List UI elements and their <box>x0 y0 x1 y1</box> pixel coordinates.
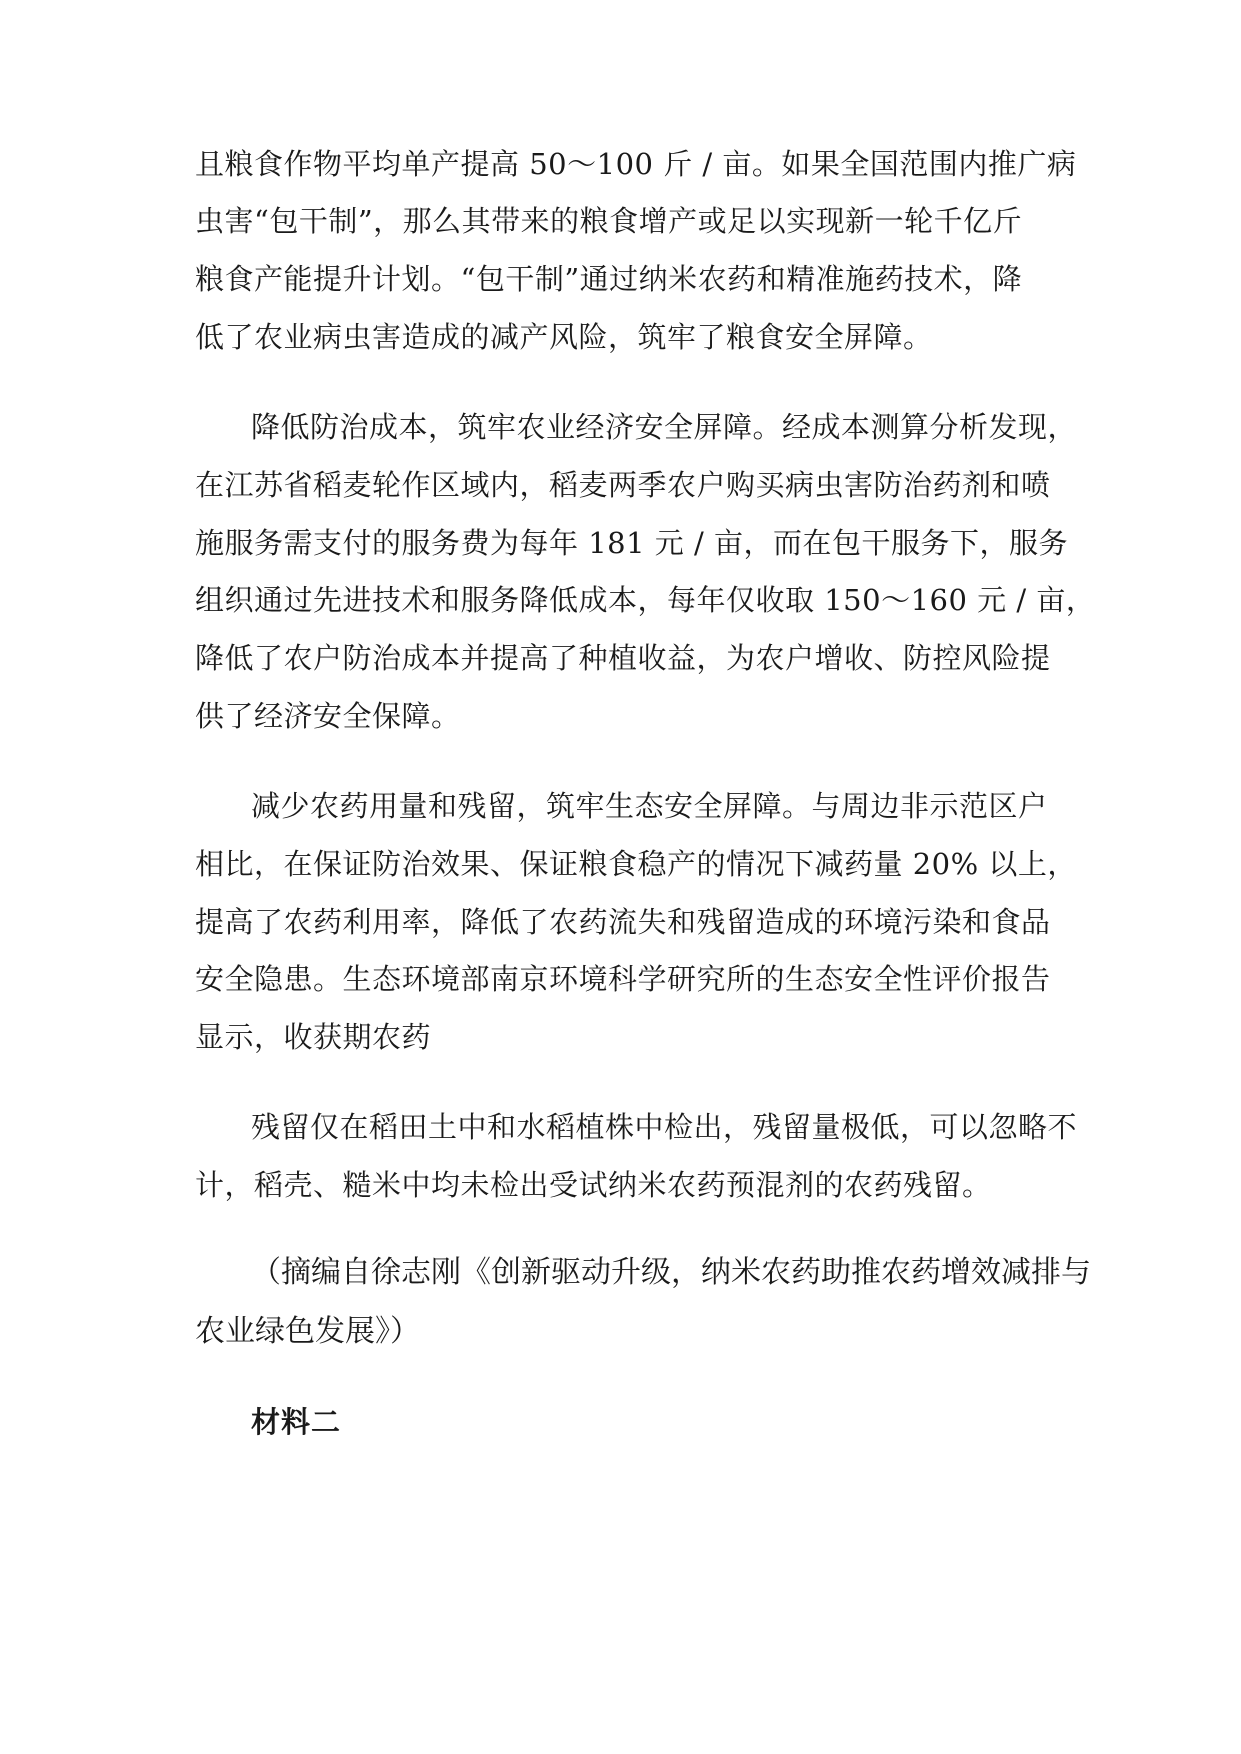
paragraph-line: 提高了农药利用率，降低了农药流失和残留造成的环境污染和食品 <box>195 905 1051 939</box>
paragraph-line: 降低了农户防治成本并提高了种植收益，为农户增收、防控风险提 <box>195 641 1051 675</box>
paragraph-line: 相比，在保证防治效果、保证粮食稳产的情况下减药量 20% 以上， <box>195 847 1077 881</box>
paragraph-line: 施服务需支付的服务费为每年 181 元 / 亩，而在包干服务下，服务 <box>195 526 1068 560</box>
citation-line: （摘编自徐志刚《创新驱动升级，纳米农药助推农药增效减排与 <box>251 1255 1091 1290</box>
paragraph-line: 在江苏省稻麦轮作区域内，稻麦两季农户购买病虫害防治药剂和喷 <box>195 468 1051 502</box>
paragraph-line: 减少农药用量和残留，筑牢生态安全屏障。与周边非示范区户 <box>251 789 1048 823</box>
section-heading: 材料二 <box>251 1405 342 1439</box>
paragraph-line: 供了经济安全保障。 <box>195 699 461 733</box>
paragraph-line: 显示，收获期农药 <box>195 1020 432 1054</box>
paragraph-line: 粮食产能提升计划。“包干制”通过纳米农药和精准施药技术，降 <box>195 262 1023 296</box>
paragraph-line: 安全隐患。生态环境部南京环境科学研究所的生态安全性评价报告 <box>195 962 1051 996</box>
paragraph-line: 组织通过先进技术和服务降低成本，每年仅收取 150～160 元 / 亩， <box>195 583 1096 617</box>
citation-line: 农业绿色发展》） <box>195 1314 420 1349</box>
paragraph-line: 且粮食作物平均单产提高 50～100 斤 / 亩。如果全国范围内推广病 <box>195 147 1077 181</box>
paragraph-line: 低了农业病虫害造成的减产风险，筑牢了粮食安全屏障。 <box>195 320 933 354</box>
paragraph-line: 计，稻壳、糙米中均未检出受试纳米农药预混剂的农药残留。 <box>195 1168 992 1202</box>
paragraph-line: 残留仅在稻田土中和水稻植株中检出，残留量极低，可以忽略不 <box>251 1110 1078 1144</box>
paragraph-line: 虫害“包干制”，那么其带来的粮食增产或足以实现新一轮千亿斤 <box>195 204 1023 238</box>
paragraph-line: 降低防治成本，筑牢农业经济安全屏障。经成本测算分析发现， <box>251 410 1078 444</box>
